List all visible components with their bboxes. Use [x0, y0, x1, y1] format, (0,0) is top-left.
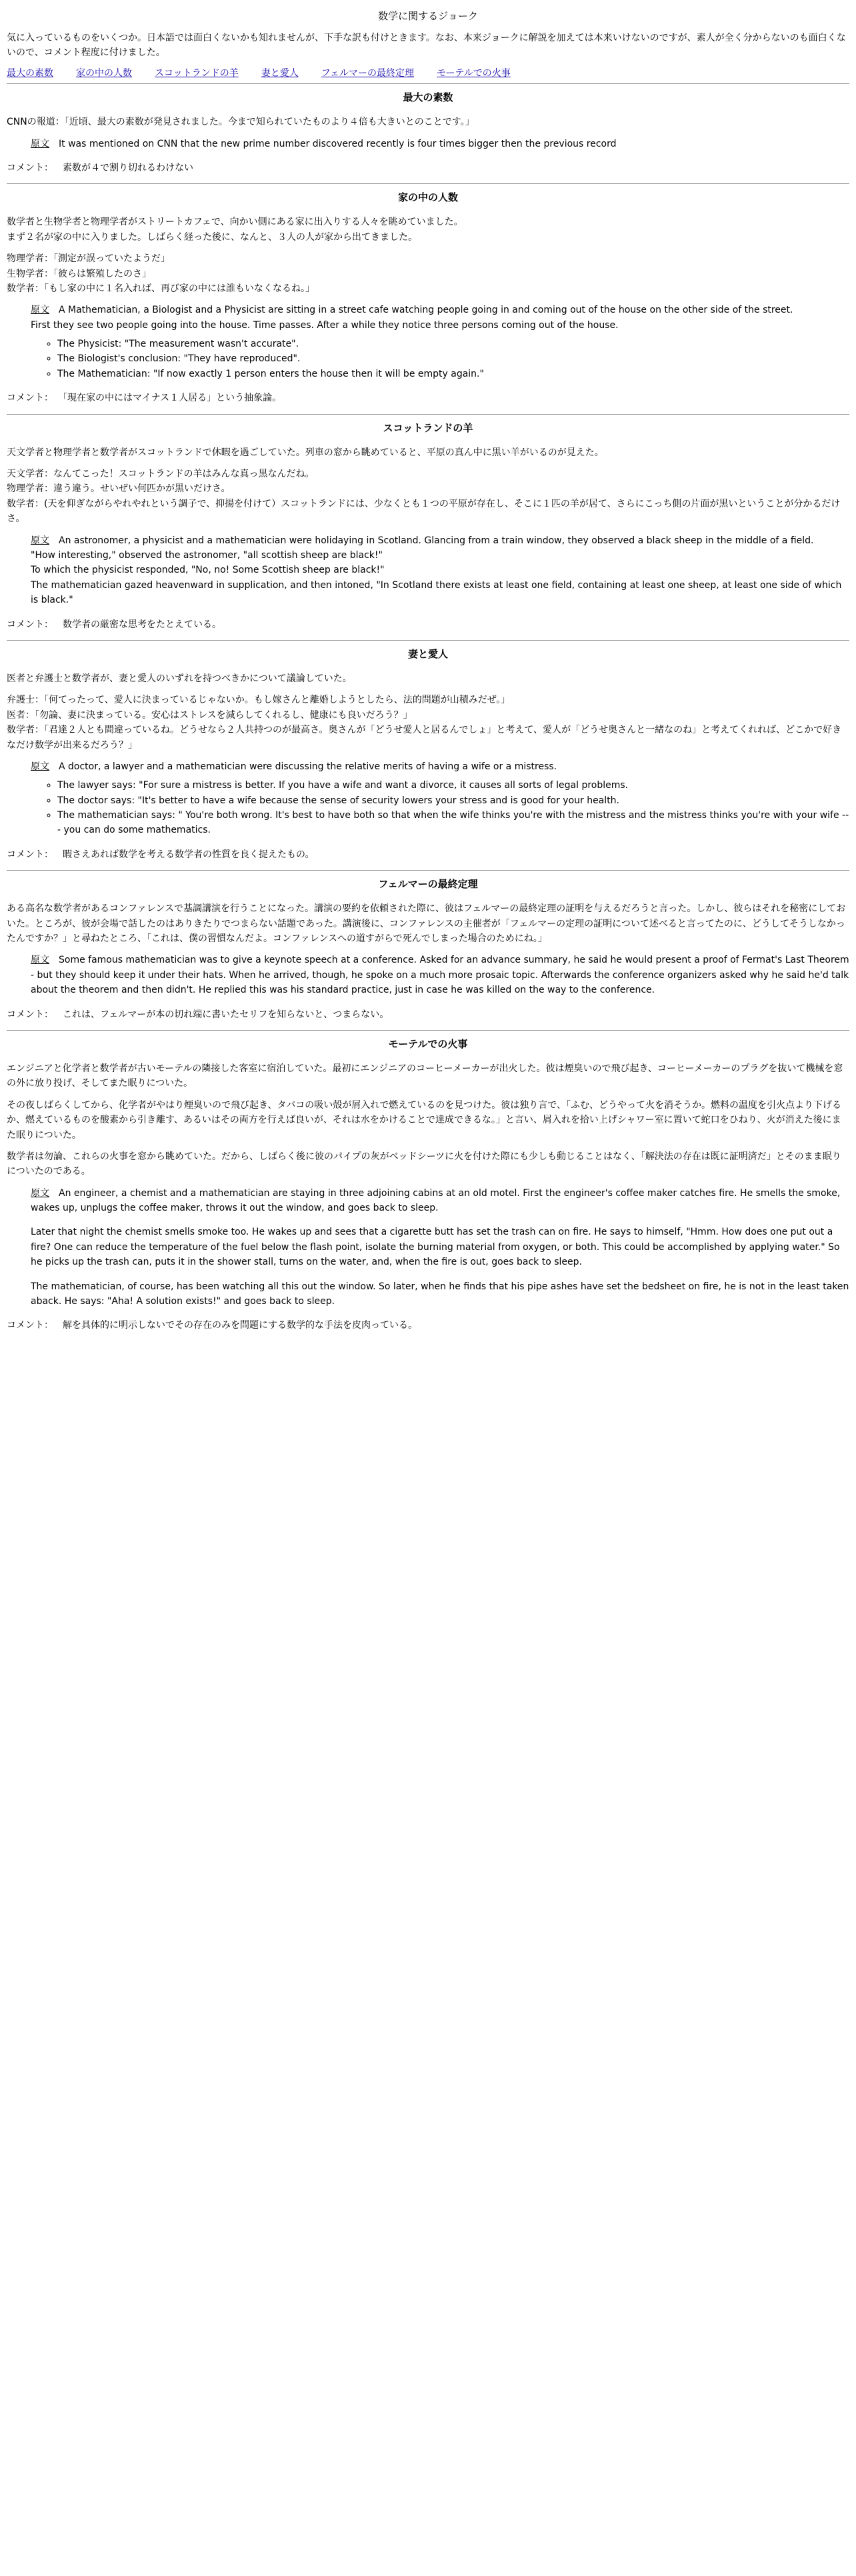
comment	[7, 161, 849, 175]
original-label: 原文	[31, 138, 49, 149]
original-text-block	[31, 1186, 849, 1309]
toc-link-fermat[interactable]: フェルマーの最終定理	[321, 67, 415, 79]
divider	[7, 870, 849, 871]
divider	[7, 640, 849, 641]
original-text-block	[31, 533, 849, 608]
list-item: ◦ The lawyer says: "For sure a mistress is better. If you have a wife and want a divorce, it causes all sorts of legal problems.	[57, 778, 849, 793]
section-people-in-house	[7, 189, 849, 405]
original-list	[31, 337, 849, 381]
section-scottish-sheep	[7, 420, 849, 632]
japanese-text: CNNの報道：「近頃、最大の素数が発見されました。今まで知られていたものより４倍も大きいとのことです。」	[7, 117, 475, 128]
list-item: ◦ The doctor says: "It's better to have a wife because the sense of security lowers your stress and is good for your health.	[57, 793, 849, 808]
toc-link-people-in-house[interactable]: 家の中の人数	[76, 67, 132, 79]
original-text: It was mentioned on CNN that the new prime number discovered recently is four times bigger then the previous record	[59, 138, 617, 149]
section-title: フェルマーの最終定理	[378, 878, 478, 891]
comment-label: コメント：	[7, 162, 53, 173]
original-label: 原文	[31, 761, 49, 772]
list-item: ◦ The Biologist's conclusion: "They have reproduced".	[57, 351, 849, 366]
section-title: 妻と愛人	[407, 647, 448, 660]
original-text-block	[31, 953, 849, 997]
comment	[7, 391, 849, 405]
original-label: 原文	[31, 955, 49, 966]
page	[0, 8, 856, 1333]
original-label: 原文	[31, 305, 49, 316]
original-label: 原文	[31, 535, 49, 546]
section-motel-fire	[7, 1036, 849, 1333]
japanese-text: 数学者と生物学者と物理学者がストリートカフェで、向かい側にある家に出入りする人々を眺めていました。 まず２名が家の中に入りました。しばらく経った後に、なんと、３人の人が家から出てきました。	[7, 217, 463, 243]
section-largest-prime	[7, 89, 849, 175]
comment	[7, 847, 849, 862]
toc-link-scottish-sheep[interactable]: スコットランドの羊	[155, 67, 239, 79]
comment-text: 解を具体的に明示しないでその存在のみを問題にする数学的な手法を皮肉っている。	[63, 1320, 417, 1331]
japanese-text: 医者と弁護士と数学者が、妻と愛人のいずれを持つべきかについて議論していた。	[7, 673, 352, 684]
original-list	[31, 778, 849, 838]
section-title: 家の中の人数	[397, 191, 458, 204]
list-item: ◦ The Physicist: "The measurement wasn't accurate".	[57, 337, 849, 351]
original-text: A Mathematician, a Biologist and a Physicist are sitting in a street cafe watching people going in and coming out of the house on the other side of the street. First they see two people going into the house. Time passes. After a while they notice three persons coming out of the house.	[31, 305, 793, 331]
japanese-dialogue: 弁護士：「何てったって、愛人に決まっているじゃないか。もし嫁さんと離婚しようとしたら、法的問題が山積みだぜ。」 医者：「勿論、妻に決まっている。安心はストレスを減らしてくれるし、健康にも良いだろう？」 数学者：「君達２人とも間違っているね。どうせなら２人共持つのが最高さ。奥さんが「どうせ愛人と居るんでしょ」と考えて、愛人が「どうせ奥さんと一緒なのね」と考えてくれれば、どこかで好きなだけ数学が出来るだろう？」	[7, 695, 842, 751]
comment-text: 暇さえあれば数学を考える数学者の性質を良く捉えたもの。	[63, 849, 315, 860]
comment-text: 素数が４で割り切れるわけない	[63, 162, 193, 173]
comment-text: これは、フェルマーが本の切れ端に書いたセリフを知らないと、つまらない。	[63, 1009, 389, 1020]
comment	[7, 617, 849, 632]
original-label: 原文	[31, 1187, 49, 1199]
original-text: An engineer, a chemist and a mathematician are staying in three adjoining cabins at an old motel. First the engineer's coffee maker catches fire. He smells the smoke, wakes up, unplugs the coffee maker, throws it out the window, and goes back to sleep.	[31, 1187, 841, 1214]
list-item: ◦ The mathematician says: " You're both wrong. It's best to have both so that when the wife thinks you're with the mistress and the mistress thinks you're with your wife --- you can do some mathematics.	[57, 808, 849, 838]
japanese-text: 数学者は勿論、これらの火事を窓から眺めていた。だから、しばらく後に彼のパイプの灰がベッドシーツに火を付けた際にも少しも動じることはなく、「解決法の存在は既に証明済だ」とそのまま眠りについたのである。	[7, 1151, 841, 1177]
original-text-block	[31, 759, 849, 838]
section-title: 最大の素数	[403, 91, 453, 104]
divider	[7, 83, 849, 84]
toc-link-wife-mistress[interactable]: 妻と愛人	[261, 67, 299, 79]
intro-text: 気に入っているものをいくつか。日本語では面白くないかも知れませんが、下手な訳も付けときます。なお、本来ジョークに解説を加えては本来いけないのですが、素人が全く分からないのも面白くないので、コメント程度に付けました。	[7, 33, 846, 59]
comment-label: コメント：	[7, 1009, 53, 1020]
original-text: Some famous mathematician was to give a keynote speech at a conference. Asked for an advance summary, he said he would present a proof of Fermat's Last Theorem - but they should keep it under their hats. When he arrived, though, he spoke on a much more prosaic topic. Afterwards the conference organizers asked why he said he'd talk about the theorem and then didn't. He replied this was his standard practice, just in case he was killed on the way to the conference.	[31, 955, 849, 996]
section-fermat	[7, 876, 849, 1022]
original-text-block	[31, 137, 849, 151]
original-text: A doctor, a lawyer and a mathematician were discussing the relative merits of having a wife or a mistress.	[59, 761, 557, 772]
comment-label: コメント：	[7, 619, 53, 630]
list-item: ◦ The Mathematician: "If now exactly 1 person enters the house then it will be empty again."	[57, 367, 849, 381]
comment	[7, 1007, 849, 1022]
original-text: The mathematician, of course, has been watching all this out the window. So later, when he finds that his pipe ashes have set the bedsheet on fire, he is not in the least taken aback. He says: "Aha! A solution exists!" and goes back to sleep.	[31, 1281, 849, 1307]
divider	[7, 183, 849, 184]
japanese-text: ある高名な数学者があるコンファレンスで基調講演を行うことになった。講演の要約を依頼された際に、彼はフェルマーの最終定理の証明を与えるだろうと言った。しかし、彼らはそれを秘密にしておいた。ところが、彼が会場で話したのはありきたりでつまらない話題であった。講演後に、コンファレンスの主催者が「フェルマーの定理の証明について述べると言ってたのに、どうしてそうしなかったんですか？」と尋ねたところ、「これは、僕の習慣なんだよ。コンファレンスへの道すがらで死んでしまった場合のためにね。」	[7, 903, 846, 945]
toc-link-motel-fire[interactable]: モーテルでの火事	[437, 67, 511, 79]
comment	[7, 1318, 849, 1333]
japanese-dialogue: 天文学者：なんてこった！スコットランドの羊はみんな真っ黒なんだね。 物理学者：違う違う。せいぜい何匹かが黒いだけさ。 数学者：(天を仰ぎながらやれやれという調子で、抑揚を付けて）スコットランドには、少なくとも１つの平原が存在し、そこに１匹の羊が居て、さらにこっち側の片面が黒いということが分かるだけさ。	[7, 469, 841, 525]
japanese-text: エンジニアと化学者と数学者が古いモーテルの隣接した客室に宿泊していた。最初にエンジニアのコーヒーメーカーが出火した。彼は煙臭いので飛び起き、コーヒーメーカーのプラグを抜いて機械を窓の外に放り投げ、そしてまた眠りについた。	[7, 1063, 843, 1089]
table-of-contents	[7, 66, 849, 81]
divider	[7, 1030, 849, 1031]
comment-label: コメント：	[7, 393, 53, 404]
toc-link-largest-prime[interactable]: 最大の素数	[7, 67, 53, 79]
original-text: Later that night the chemist smells smoke too. He wakes up and sees that a cigarette butt has set the trash can on fire. He says to himself, "Hmm. How does one put out a fire? One can reduce the temperature of the fuel below the flash point, isolate the burning material from oxygen, or both. This could be accomplished by applying water." So he picks up the trash can, puts it in the shower stall, turns on the water, and, when the fire is out, goes back to sleep.	[31, 1227, 840, 1268]
divider	[7, 414, 849, 415]
section-title: スコットランドの羊	[383, 421, 473, 434]
japanese-text: 天文学者と物理学者と数学者がスコットランドで休暇を過ごしていた。列車の窓から眺めていると、平原の真ん中に黒い羊がいるのが見えた。	[7, 447, 604, 458]
comment-label: コメント：	[7, 1320, 53, 1331]
page-title: 数学に関するジョーク	[378, 10, 478, 22]
original-text: An astronomer, a physicist and a mathematician were holidaying in Scotland. Glancing from a train window, they observed a black sheep in the middle of a field. "How interesting," observed the astronomer, "all scottish sheep are black!" To which the physicist responded, "No, no! Some Scottish sheep are black!" The mathematician gazed heavenward in supplication, and then intoned, "In Scotland there exists at least one field, containing at least one sheep, at least one side of which is black."	[31, 535, 842, 606]
section-title: モーテルでの火事	[388, 1037, 468, 1050]
original-text-block	[31, 303, 849, 381]
comment-text: 「現在家の中にはマイナス１人居る」という抽象論。	[63, 393, 282, 404]
japanese-dialogue: 物理学者：「測定が誤っていたようだ」 生物学者：「彼らは繁殖したのさ」 数学者：「もし家の中に１名入れば、再び家の中には誰もいなくなるね。」	[7, 253, 315, 294]
comment-label: コメント：	[7, 849, 53, 860]
comment-text: 数学者の厳密な思考をたとえている。	[63, 619, 221, 630]
japanese-text: その夜しばらくしてから、化学者がやはり煙臭いので飛び起き、タバコの吸い殻が屑入れで燃えているのを見つけた。彼は独り言で、「ふむ、どうやって火を消そうか。燃料の温度を引火点より下げるか、燃えているものを酸素から引き離す、あるいはその両方を行えば良いが、それは水をかけることで達成できるな。」と言い、屑入れを拾い上げシャワー室に置いて蛇口をひねり、火が消えた後にまた眠りについた。	[7, 1099, 842, 1141]
section-wife-mistress	[7, 646, 849, 862]
